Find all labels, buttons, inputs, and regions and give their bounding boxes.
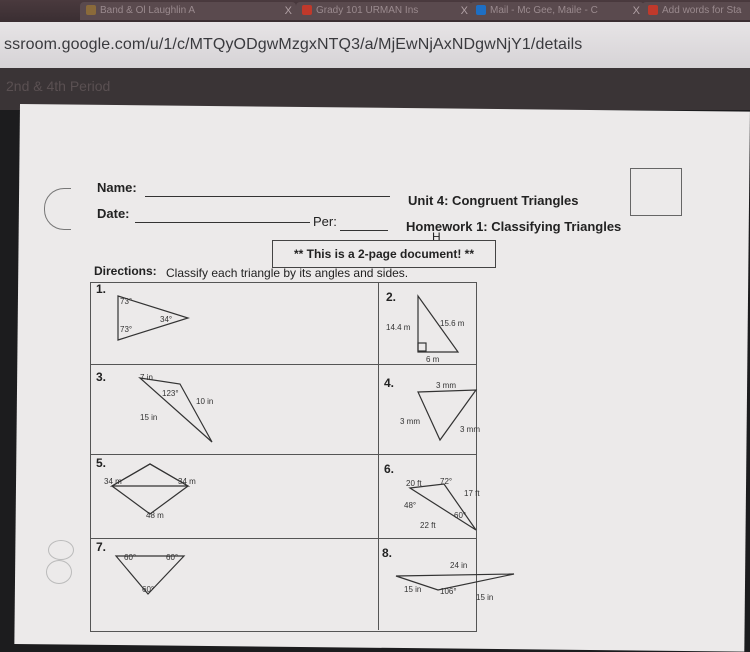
figure-label: 24 in [450, 561, 468, 570]
figure-label: 15 in [476, 593, 494, 602]
problem-number: 1. [96, 282, 107, 296]
per-label: Per: [313, 214, 337, 229]
figure-label: 10 in [196, 397, 214, 406]
figure-label: 15 in [404, 585, 422, 594]
figure-label: 15 in [140, 413, 158, 422]
figure-label: 60° [166, 553, 179, 562]
figure-label: 106° [440, 587, 457, 596]
figure-label: 60° [124, 553, 137, 562]
tab-close-icon[interactable]: X [632, 5, 640, 17]
problem-number: 6. [384, 462, 395, 476]
problem-number: 5. [96, 456, 107, 470]
figure-label: 48° [404, 501, 417, 510]
class-period-label: 2nd & 4th Period [6, 78, 111, 94]
figure-label: 60° [142, 585, 155, 594]
name-label: Name: [97, 180, 137, 195]
figure-label: 6 m [426, 355, 440, 364]
page-note: ** This is a 2-page document! ** [272, 240, 496, 268]
problem-number: 2. [386, 290, 397, 304]
figure-label: 34 m [178, 477, 196, 486]
tab-label: Mail - Mc Gee, Maile - C [490, 5, 598, 16]
directions-label: Directions: [94, 264, 157, 278]
figure-label: 73° [120, 297, 133, 306]
figure-label: 60° [454, 511, 467, 520]
figure-label: 34° [160, 315, 173, 324]
figure-label: 7 in [140, 373, 153, 382]
problem-number: 7. [96, 540, 107, 554]
problem-number: 3. [96, 370, 107, 384]
figure-label: 34 m [104, 477, 122, 486]
triangle-5-outline [112, 464, 188, 514]
tab-label: Band & Ol Laughlin A [100, 5, 196, 16]
figure-label: 48 m [146, 511, 164, 520]
figure-label: 3 mm [460, 425, 480, 434]
homework-title: Homework 1: Classifying Triangles [406, 219, 622, 234]
date-label: Date: [97, 206, 130, 221]
directions-text: Classify each triangle by its angles and sides. [166, 266, 409, 280]
figure-label: 15.6 m [440, 319, 465, 328]
figure-label: 72° [440, 477, 453, 486]
handwritten-mark: H [432, 230, 441, 244]
figure-label: 22 ft [420, 521, 436, 530]
triangle-3 [140, 378, 212, 442]
right-angle-mark [418, 343, 426, 351]
problem-number: 8. [382, 546, 393, 560]
figure-label: 3 mm [436, 381, 456, 390]
figure-label: 123° [162, 389, 179, 398]
figure-label: 17 ft [464, 489, 480, 498]
problem-number: 4. [384, 376, 395, 390]
tab-label: Grady 101 URMAN Ins [316, 5, 419, 16]
tab-label: Add words for Sta [662, 5, 742, 16]
figure-label: 3 mm [400, 417, 420, 426]
figure-label: 20 ft [406, 479, 422, 488]
figure-label: 73° [120, 325, 133, 334]
triangle-5 [112, 464, 188, 486]
url-text[interactable]: ssroom.google.com/u/1/c/MTQyODgwMzgxNTQ3/a/MjEwNjAxNDgwNjY1/details [4, 36, 583, 53]
unit-title: Unit 4: Congruent Triangles [408, 193, 579, 208]
tab-close-icon[interactable]: X [460, 5, 468, 17]
tab-close-icon[interactable]: X [284, 5, 292, 17]
figure-label: 14.4 m [386, 323, 411, 332]
